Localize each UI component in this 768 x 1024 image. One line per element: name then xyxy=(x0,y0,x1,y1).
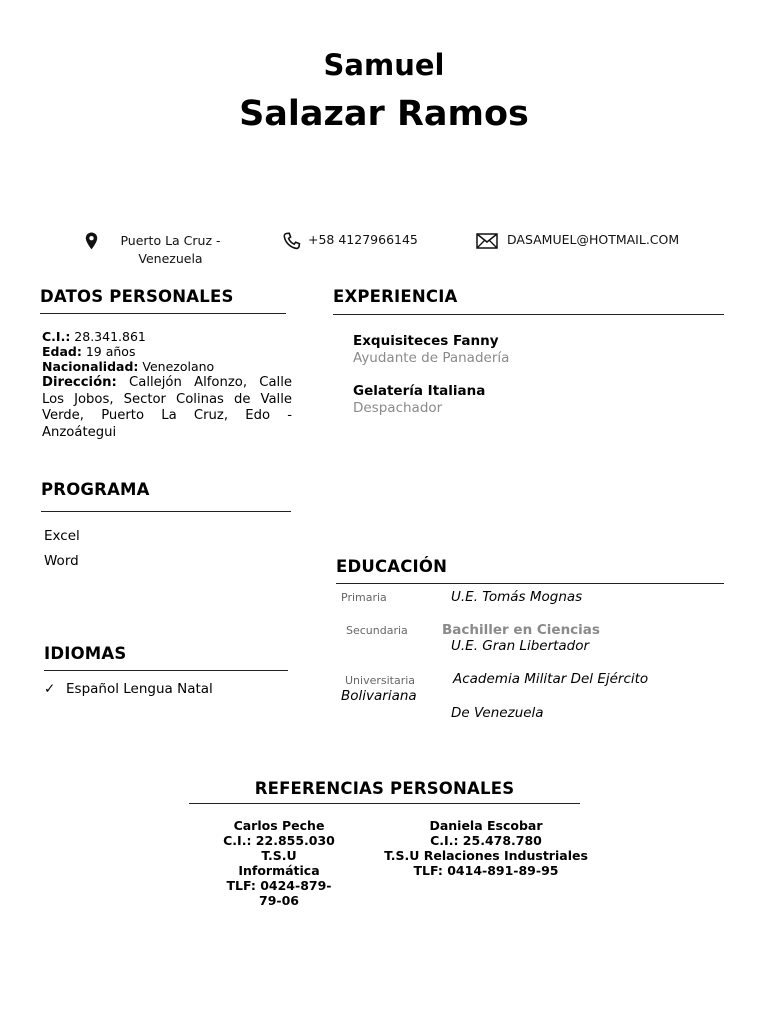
reference-title: T.S.U Relaciones Industriales xyxy=(384,848,588,863)
ci-value: 28.341.861 xyxy=(70,329,146,344)
job-role: Ayudante de Panadería xyxy=(353,350,510,366)
edad-row xyxy=(42,344,292,359)
datos-personales-title: DATOS PERSONALES xyxy=(40,287,234,306)
experiencia-title: EXPERIENCIA xyxy=(333,287,458,306)
edu-school-universitaria: Academia Militar Del Ejército xyxy=(453,671,649,687)
experiencia-rule xyxy=(333,314,724,315)
envelope-icon xyxy=(476,233,498,249)
programa-rule xyxy=(41,511,291,512)
first-name: Samuel xyxy=(323,48,445,82)
map-pin-icon xyxy=(85,232,98,250)
programa-item: Word xyxy=(44,553,79,569)
direccion-row xyxy=(42,375,292,441)
idiomas-title: IDIOMAS xyxy=(44,644,127,663)
edu-school-primaria: U.E. Tomás Mognas xyxy=(451,589,583,605)
edu-school-secundaria: U.E. Gran Libertador xyxy=(451,638,590,654)
reference-ci: C.I.: 25.478.780 xyxy=(430,833,542,848)
job-company: Gelatería Italiana xyxy=(353,383,486,399)
nacionalidad-value: Venezolano xyxy=(138,359,215,374)
reference-name: Carlos Peche xyxy=(233,818,325,833)
job-company: Exquisiteces Fanny xyxy=(353,333,499,349)
referencias-title: REFERENCIAS PERSONALES xyxy=(254,779,515,798)
ci-label: C.I.: xyxy=(42,329,71,344)
edad-value: 19 años xyxy=(81,344,136,359)
reference-left xyxy=(215,818,343,908)
edu-school-universitaria-prefix: Bolivariana xyxy=(341,688,417,704)
edu-level-universitaria: Universitaria xyxy=(345,674,416,687)
edu-level-primaria: Primaria xyxy=(341,591,387,604)
idioma-item: Español Lengua Natal xyxy=(66,681,213,697)
email-text: DASAMUEL@HOTMAIL.COM xyxy=(507,232,680,247)
datos-personales-rule xyxy=(40,313,286,314)
reference-name: Daniela Escobar xyxy=(429,818,543,833)
edu-degree-secundaria: Bachiller en Ciencias xyxy=(442,622,600,638)
nacionalidad-row xyxy=(42,359,292,374)
reference-right xyxy=(376,818,596,878)
ci-row xyxy=(42,329,292,344)
nacionalidad-label: Nacionalidad: xyxy=(42,359,139,374)
job-role: Despachador xyxy=(353,400,443,416)
direccion-value: Callejón Alfonzo, Calle Los Jobos, Sector Colinas de Valle Verde, Puerto La Cruz, Edo - Anzoátegui xyxy=(42,375,292,440)
edu-level-secundaria: Secundaria xyxy=(346,624,408,637)
phone-text: +58 4127966145 xyxy=(308,232,418,247)
datos-personales-content xyxy=(42,329,292,441)
edu-school-universitaria-line2: De Venezuela xyxy=(451,705,544,721)
programa-title: PROGRAMA xyxy=(41,480,150,499)
reference-title: T.S.U xyxy=(261,848,297,863)
reference-ci: C.I.: 22.855.030 xyxy=(223,833,335,848)
phone-icon xyxy=(283,232,301,250)
reference-title-cont: Informática xyxy=(238,863,320,878)
idiomas-rule xyxy=(44,670,288,671)
educacion-rule xyxy=(336,583,724,584)
direccion-label: Dirección: xyxy=(42,375,117,390)
last-name: Salazar Ramos xyxy=(239,94,529,134)
reference-phone: TLF: 0424-879- xyxy=(226,878,332,893)
reference-phone: TLF: 0414-891-89-95 xyxy=(413,863,559,878)
check-icon: ✓ xyxy=(44,681,56,697)
referencias-rule xyxy=(189,803,580,804)
location-text: Puerto La Cruz - Venezuela xyxy=(120,233,221,266)
reference-phone-cont: 79-06 xyxy=(259,893,299,908)
programa-item: Excel xyxy=(44,528,80,544)
educacion-title: EDUCACIÓN xyxy=(336,557,448,576)
edad-label: Edad: xyxy=(42,344,82,359)
